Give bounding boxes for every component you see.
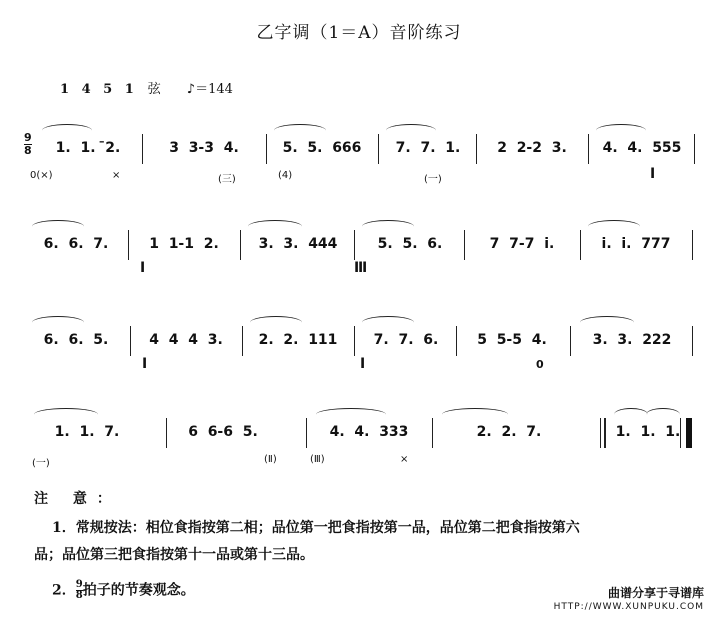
- barline: [240, 230, 241, 260]
- barline: [692, 230, 693, 260]
- measure: 5. 5. 6.: [377, 236, 443, 252]
- measure: 5. 5. 666: [282, 140, 362, 156]
- measure: 4. 4. 555: [602, 140, 682, 156]
- tuning-suffix: 弦: [147, 82, 161, 97]
- barline: [692, 326, 693, 356]
- tuning-notes: 1 4 5 1: [60, 82, 138, 97]
- staff-row-1: [24, 130, 694, 185]
- measure: 3 3‑3 4.: [169, 140, 239, 156]
- measure: 7 7‑7 i.: [489, 236, 555, 252]
- slur: [588, 220, 640, 233]
- measure: 6. 6. 5.: [43, 332, 109, 348]
- fingering-mark: (一): [32, 458, 50, 469]
- fingering-mark: Ⅰ: [142, 356, 148, 372]
- slur: [274, 124, 326, 137]
- slur: [580, 316, 634, 329]
- measure: 6. 6. 7.: [43, 236, 109, 252]
- barline: [378, 134, 379, 164]
- fingering-mark: Ⅰ: [360, 356, 366, 372]
- measure: 1. 1. 1.: [615, 424, 681, 440]
- barline: [142, 134, 143, 164]
- barline: [456, 326, 457, 356]
- page-title: 乙字调（1＝A）音阶练习: [256, 23, 462, 43]
- fingering-mark: 0: [536, 358, 544, 371]
- barline: [354, 230, 355, 260]
- barline: [464, 230, 465, 260]
- measure: 7. 7. 6.: [373, 332, 439, 348]
- fingering-mark: Ⅰ: [140, 260, 146, 276]
- barline: [476, 134, 477, 164]
- slur: [596, 124, 646, 137]
- tuning-tempo-line: [60, 78, 233, 97]
- barline: [432, 418, 433, 448]
- slur: [32, 220, 84, 233]
- measure: 3. 3. 222: [592, 332, 672, 348]
- barline: [130, 326, 131, 356]
- barline: [166, 418, 167, 448]
- slur: [316, 408, 386, 421]
- slur: [42, 124, 92, 137]
- measure: 1 1‑1 2.: [149, 236, 219, 252]
- note-item-1: 1．常规按法：相位食指按第二相；品位第一把食指按第一品，品位第二把食指按第六: [52, 520, 580, 536]
- fingering-mark: Ⅰ: [650, 166, 656, 182]
- barline: [570, 326, 571, 356]
- fingering-mark: (Ⅲ): [310, 454, 325, 465]
- fingering-mark: (Ⅱ): [264, 454, 277, 465]
- measure: 1. 1. 7.: [54, 424, 120, 440]
- watermark-text: 曲谱分享于寻谱库: [607, 586, 704, 600]
- final-barline: [686, 418, 692, 448]
- slur: [614, 408, 648, 421]
- barline: [266, 134, 267, 164]
- measure: 7. 7. 1.: [395, 140, 461, 156]
- measure: 1. 1. ̄2.: [55, 140, 121, 156]
- fingering-mark: (一): [424, 174, 442, 185]
- fingering-mark: (4): [278, 170, 293, 181]
- time-signature: 9 8: [24, 131, 32, 157]
- slur: [250, 316, 302, 329]
- measure: i. i. 777: [601, 236, 671, 252]
- staff-row-3: [28, 322, 694, 374]
- note-item-2-number: 2．: [52, 582, 76, 599]
- notes-heading: 注 意：: [34, 491, 121, 507]
- slur: [32, 316, 84, 329]
- slur: [34, 408, 98, 421]
- fingering-mark: ×: [400, 454, 409, 465]
- slur: [362, 316, 414, 329]
- barline: [128, 230, 129, 260]
- note-item-2-text: 拍子的节奏观念。: [82, 582, 195, 599]
- barline: [306, 418, 307, 448]
- staff-row-4: [28, 414, 694, 469]
- tempo-marking: ♪＝144: [186, 82, 233, 97]
- measure: 4. 4. 333: [329, 424, 409, 440]
- barline: [242, 326, 243, 356]
- barline: [694, 134, 695, 164]
- slur: [386, 124, 436, 137]
- measure: 2. 2. 7.: [476, 424, 542, 440]
- measure: 5 5‑5 4.: [477, 332, 547, 348]
- fingering-mark: Ⅲ: [354, 260, 368, 276]
- meter-fraction: $\frac{9}{8}$: [75, 579, 83, 601]
- repeat-barline: [604, 418, 606, 448]
- measure: 3. 3. 444: [258, 236, 338, 252]
- barline: [580, 230, 581, 260]
- slur: [362, 220, 414, 233]
- slur: [646, 408, 680, 421]
- staff-row-2: [28, 226, 694, 278]
- note-item-1-continued: 品；品位第三把食指按第十一品或第十三品。: [34, 547, 314, 563]
- note-item-2: [52, 580, 195, 601]
- measure: 4 4 4 3.: [149, 332, 223, 348]
- fingering-mark: (三): [218, 174, 236, 185]
- watermark: [554, 586, 704, 614]
- barline: [600, 418, 601, 448]
- fingering-mark: ×: [112, 170, 121, 181]
- measure: 6 6‑6 5.: [188, 424, 258, 440]
- watermark-url: HTTP://WWW.XUNPUKU.COM: [553, 602, 704, 612]
- barline: [354, 326, 355, 356]
- slur: [442, 408, 508, 421]
- barline: [588, 134, 589, 164]
- measure: 2 2‑2 3.: [497, 140, 567, 156]
- measure: 2. 2. 111: [258, 332, 338, 348]
- fingering-mark: 0(×): [30, 170, 53, 181]
- slur: [248, 220, 302, 233]
